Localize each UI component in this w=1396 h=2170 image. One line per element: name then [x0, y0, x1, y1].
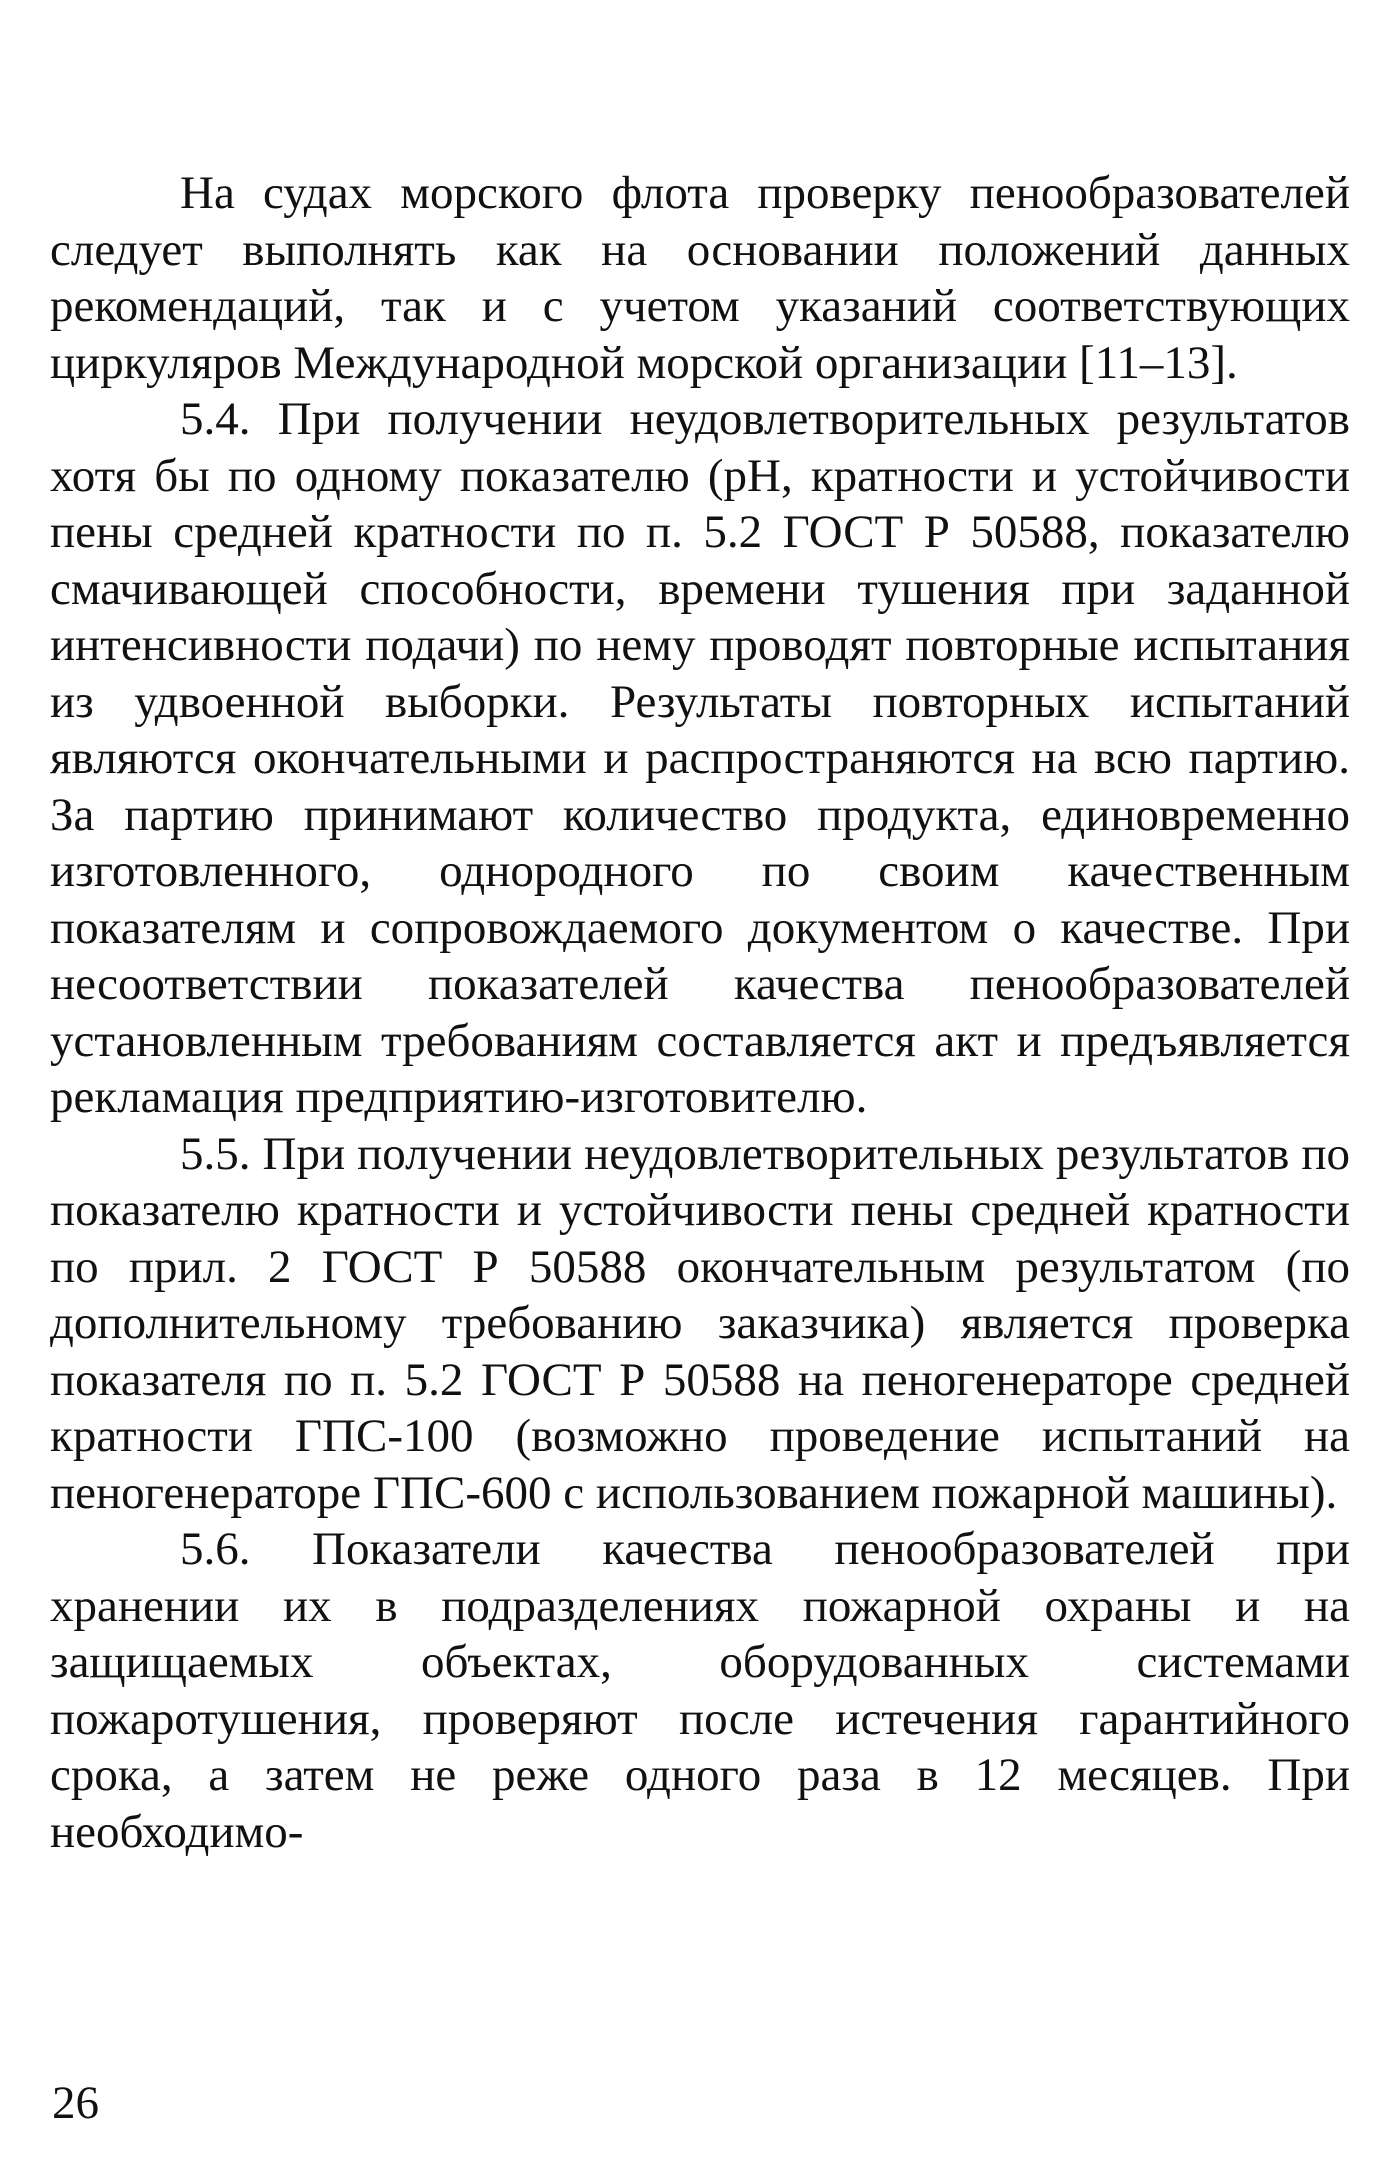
page-number: 26	[52, 2077, 99, 2129]
body-text	[50, 165, 1350, 1860]
paragraph-intro: На судах морского флота проверку пенообразователей следует выполнять как на основании положений данных рекомендаций, так и с учетом указаний соответствующих циркуляров Международной морской организации [11–13].	[50, 167, 1350, 389]
paragraph-5-6: 5.6. Показатели качества пенообразователей при хранении их в подразделениях пожарной охраны и на защищаемых объектах, оборудованных системами пожаротушения, проверяют после истечения гарантийного срока, а затем не реже одного раза в 12 месяцев. При необходимо-	[50, 1523, 1350, 1858]
paragraph-5-5: 5.5. При получении неудовлетворительных результатов по показателю кратности и устойчивости пены средней кратности по прил. 2 ГОСТ Р 50588 окончательным результатом (по дополнительному требованию заказчика) является проверка показателя по п. 5.2 ГОСТ Р 50588 на пеногенераторе средней кратности ГПС-100 (возможно проведение испытаний на пеногенераторе ГПС-600 с использованием пожарной машины).	[50, 1127, 1350, 1519]
paragraph-5-4: 5.4. При получении неудовлетворительных результатов хотя бы по одному показателю (pH, кратности и устойчивости пены средней кратности по п. 5.2 ГОСТ Р 50588, показателю смачивающей способности, времени тушения при заданной интенсивности подачи) по нему проводят повторные испытания из удвоенной выборки. Результаты повторных испытаний являются окончательными и распространяются на всю партию. За партию принимают количество продукта, единовременно изготовленного, однородного по своим качественным показателям и сопровождаемого документом о качестве. При несоответствии показателей качества пенообразователей установленным требованиям составляется акт и предъявляется рекламация предприятию-изготовителю.	[50, 393, 1350, 1123]
